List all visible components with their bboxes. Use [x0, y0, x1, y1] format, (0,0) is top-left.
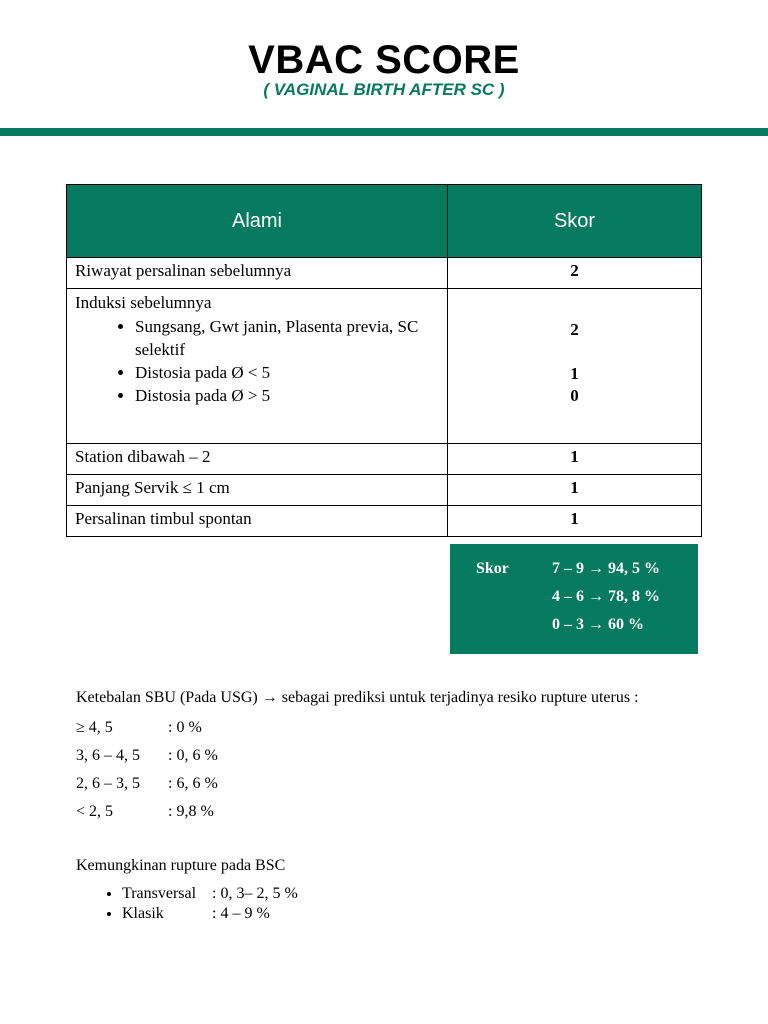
row-label: Persalinan timbul spontan — [67, 506, 448, 537]
list-item: • Sungsang, Gwt janin, Plasenta previa, SC selektif — [135, 315, 439, 361]
list-item — [122, 904, 298, 924]
column-header-alami: Alami — [67, 185, 448, 258]
row-score: 1 — [448, 506, 702, 537]
list-item — [76, 770, 639, 798]
list-item: • Distosia pada Ø < 5 — [135, 361, 439, 384]
page-subtitle: ( VAGINAL BIRTH AFTER SC ) — [263, 80, 505, 99]
row-label: Induksi sebelumnya — [75, 293, 212, 312]
row-score-cell — [448, 289, 702, 444]
score-box-label: Skor — [476, 560, 509, 577]
header-divider — [0, 128, 768, 136]
sbu-value: : 9,8 % — [168, 803, 214, 820]
table-row — [67, 444, 702, 475]
sbu-heading: Ketebalan SBU (Pada USG) → sebagai prediksi untuk terjadinya resiko rupture uterus : — [76, 689, 639, 706]
score-interpretation-box — [450, 544, 698, 654]
row-label: Riwayat persalinan sebelumnya — [67, 258, 448, 289]
bsc-type: Transversal — [122, 885, 197, 902]
sbu-value: : 6, 6 % — [168, 775, 218, 792]
row-score: 1 — [448, 475, 702, 506]
sbu-range: < 2, 5 — [76, 803, 114, 820]
sbu-value: : 0, 6 % — [168, 747, 218, 764]
bsc-list — [76, 884, 298, 924]
table-row — [67, 258, 702, 289]
row-score: 2 — [448, 258, 702, 289]
score-range-line: 7 – 9 → 94, 5 % — [552, 560, 660, 577]
page-title: VBAC SCORE — [248, 38, 520, 82]
list-item — [76, 742, 639, 770]
list-item — [122, 884, 298, 904]
column-header-skor: Skor — [448, 185, 702, 258]
row-score: 1 — [570, 364, 579, 383]
sbu-range: ≥ 4, 5 — [76, 719, 113, 736]
table-row — [67, 475, 702, 506]
induction-list — [75, 315, 439, 407]
sbu-range: 3, 6 – 4, 5 — [76, 747, 140, 764]
list-item — [76, 798, 639, 826]
row-label-cell — [67, 289, 448, 444]
score-range-line: 0 – 3 → 60 % — [552, 616, 644, 633]
sbu-section — [76, 686, 639, 826]
row-score: 0 — [570, 386, 579, 405]
sbu-value: : 0 % — [168, 719, 202, 736]
bsc-heading: Kemungkinan rupture pada BSC — [76, 857, 286, 874]
row-label: Station dibawah – 2 — [67, 444, 448, 475]
table-row — [67, 289, 702, 444]
score-range-line: 4 – 6 → 78, 8 % — [552, 588, 660, 605]
vbac-score-table — [66, 184, 702, 537]
list-item: • Distosia pada Ø > 5 — [135, 384, 439, 407]
row-score: 2 — [570, 320, 579, 339]
sbu-range: 2, 6 – 3, 5 — [76, 775, 140, 792]
list-item — [76, 714, 639, 742]
row-score: 1 — [448, 444, 702, 475]
bsc-type: Klasik — [122, 905, 164, 922]
table-header-row — [67, 185, 702, 258]
bsc-section — [76, 854, 298, 924]
bsc-value: : 0, 3– 2, 5 % — [212, 885, 298, 902]
row-label: Panjang Servik ≤ 1 cm — [67, 475, 448, 506]
bsc-value: : 4 – 9 % — [212, 905, 270, 922]
table-row — [67, 506, 702, 537]
